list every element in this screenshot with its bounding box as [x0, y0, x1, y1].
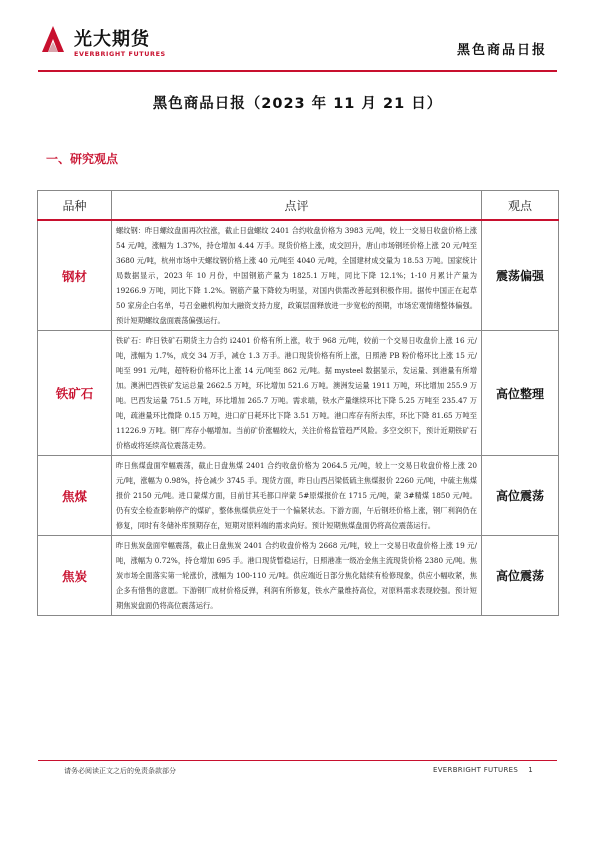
footer-brand: EVERBRIGHT FUTURES [433, 766, 519, 774]
comment-cell: 昨日焦煤盘面窄幅震荡，截止日盘焦煤 2401 合约收盘价格为 2064.5 元/吨，较上一交易日收盘价格上涨 20 元/吨，涨幅为 0.98%，持仓减少 3745 手。现货方面，昨日山西吕梁低硫主焦煤报价 2260 元/吨，中硫主焦煤报价 2150 元/吨。进口蒙煤方面，目前甘其毛都口岸蒙 5#原煤报价在 1715 元/吨，蒙 3#精煤 1850 元/吨。仍有安全检查影响停产的煤矿，整体焦煤供应处于一个偏紧状态。下游方面，午后钢坯价格上涨，钢厂利润仍在修复，同时有冬储补库预期存在，短期对原料端的需求尚好。预计短期焦煤盘面仍将高位震荡运行。 [112, 456, 482, 536]
category-cell: 焦炭 [38, 536, 112, 616]
page-number: 1 [528, 766, 533, 774]
comment-cell: 螺纹钢：昨日螺纹盘面再次拉涨，截止日盘螺纹 2401 合约收盘价格为 3983 元/吨，较上一交易日收盘价格上涨 54 元/吨，涨幅为 1.37%，持仓增加 4.44 万手。现货价格上涨，成交回升，唐山市场钢坯价格上涨 20 元/吨至 3680 元/吨，杭州市场中天螺纹钢价格上涨 40 元/吨至 4040 元/吨，全国建材成交量为 18.53 万吨。国家统计局数据显示，2023 年 10 月份，中国钢筋产量为 1825.1 万吨，同比下降 12.1%；1-10 月累计产量为 19266.9 万吨，同比下降 1.2%。钢筋产量下降较为明显，对国内供需改善起到积极作用。据传中国正在起草 50 家房企白名单，号召金融机构加大融资支持力度，政策层面释放进一步宽松的预期，市场宏观情绪整体偏强。预计短期螺纹盘面震荡偏强运行。 [112, 220, 482, 331]
section-heading: 一、研究观点 [46, 152, 119, 166]
brand-logo [38, 24, 178, 64]
table-row-coke [38, 536, 559, 616]
category-cell: 铁矿石 [38, 331, 112, 456]
table-row-iron-ore [38, 331, 559, 456]
view-cell: 高位震荡 [482, 456, 559, 536]
table-row-coking-coal [38, 456, 559, 536]
logo-chinese-name: 光大期货 [74, 29, 150, 50]
footer-brand-page [433, 766, 533, 774]
comment-cell: 铁矿石：昨日铁矿石期货主力合约 i2401 价格有所上涨，收于 968 元/吨，较前一个交易日收盘价上涨 16 元/吨，涨幅为 1.7%，成交 34 万手，减仓 1.3 万手。港口现货价格有所上涨，日照港 PB 粉价格环比上涨 15 元/吨至 991 元/吨，超特粉价格环比上涨 14 元/吨至 862 元/吨。据 mysteel 数据显示，发运量、到港量有所增加。澳洲巴西铁矿发运总量 2662.5 万吨，环比增加 521.6 万吨。澳洲发运量 1911 万吨，环比增加 255.9 万吨。巴西发运量 751.5 万吨，环比增加 265.7 万吨。需求端，铁水产量继续环比下降 5.25 万吨至 235.47 万吨，疏港量环比微降 0.15 万吨，进口矿日耗环比下降 3.51 万吨。港口库存有所去库，环比下降 81.65 万吨至 11226.9 万吨。钢厂库存小幅增加。当前矿价涨幅较大，关注价格监管趋严风险。多空交织下，预计近期铁矿石价格或将延续高位震荡走势。 [112, 331, 482, 456]
footer-disclaimer: 请务必阅读正文之后的免责条款部分 [64, 767, 176, 775]
category-cell: 焦煤 [38, 456, 112, 536]
report-name: 黑色商品日报 [456, 43, 547, 58]
view-cell: 高位震荡 [482, 536, 559, 616]
header-divider [38, 70, 557, 72]
report-title: 黑色商品日报（2023 年 11 月 21 日） [152, 96, 443, 112]
view-cell: 震荡偏强 [482, 220, 559, 331]
table-row-steel [38, 220, 559, 331]
page-header [0, 0, 595, 72]
comment-cell: 昨日焦炭盘面窄幅震荡，截止日盘焦炭 2401 合约收盘价格为 2668 元/吨，较上一交易日收盘价格上涨 19 元/吨，涨幅为 0.72%，持仓增加 695 手。港口现货暂稳运行，日照港准一级冶金焦主流现货价格 2380 元/吨。焦炭市场全面落实第一轮涨价，涨幅为 100-110 元/吨。供应端近日部分焦化陆续有检修现象，供应小幅收紧，焦企多有惜售的意愿。下游钢厂成材价格反弹，利润有所修复，铁水产量维持高位，对原料需求表现较强。预计短期焦炭盘面仍将高位震荡运行。 [112, 536, 482, 616]
column-header-category: 品种 [38, 191, 112, 221]
column-header-comment: 点评 [112, 191, 482, 221]
commodity-table [37, 190, 559, 616]
table-header-row [38, 191, 559, 221]
logo-english-name: EVERBRIGHT FUTURES [74, 50, 166, 58]
view-cell: 高位整理 [482, 331, 559, 456]
column-header-view: 观点 [482, 191, 559, 221]
logo-mark-icon [38, 24, 68, 54]
category-cell: 钢材 [38, 220, 112, 331]
footer-divider [38, 760, 557, 761]
